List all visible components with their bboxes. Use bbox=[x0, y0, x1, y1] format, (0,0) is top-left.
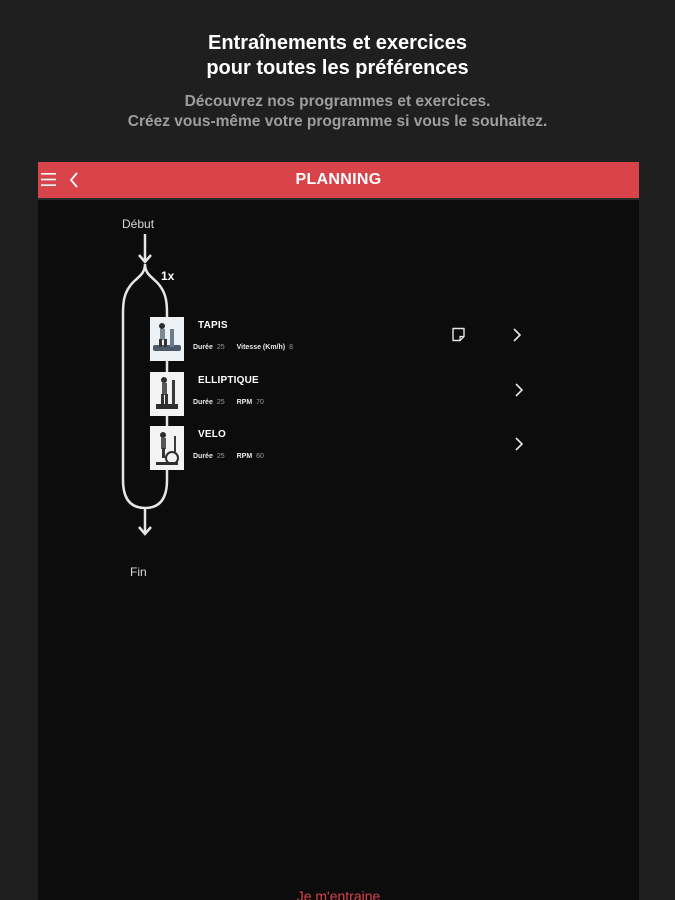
chevron-right-icon[interactable] bbox=[514, 382, 524, 398]
exercise-metrics bbox=[193, 399, 274, 406]
promo-subtitle-line-2: Créez vous-même votre programme si vous le souhaitez. bbox=[127, 113, 548, 130]
metric-duration: Durée 25 bbox=[193, 399, 225, 406]
app-bar bbox=[38, 162, 639, 200]
metric-duration: Durée 25 bbox=[193, 453, 225, 460]
exercise-thumbnail bbox=[150, 426, 184, 470]
elliptical-image-icon bbox=[150, 372, 184, 416]
flow-start-label: Début bbox=[122, 217, 155, 231]
metric-rpm: RPM 60 bbox=[236, 453, 264, 460]
promo-title-line-2: pour toutes les préférences bbox=[206, 57, 469, 79]
exercise-thumbnail bbox=[150, 317, 184, 361]
promo-title bbox=[0, 31, 675, 81]
exercise-metrics bbox=[193, 344, 303, 351]
chevron-right-icon[interactable] bbox=[512, 327, 522, 343]
promo-title-line-1: Entraînements et exercices bbox=[207, 32, 468, 54]
app-screen bbox=[38, 162, 639, 900]
exercise-name: ELLIPTIQUE bbox=[198, 375, 259, 386]
chevron-right-icon[interactable] bbox=[514, 436, 524, 452]
exercise-metrics bbox=[193, 453, 274, 460]
exercise-name: TAPIS bbox=[198, 320, 228, 331]
note-icon[interactable] bbox=[451, 327, 466, 342]
exercise-item-elliptique[interactable] bbox=[150, 372, 570, 418]
bike-image-icon bbox=[150, 426, 184, 470]
exercise-thumbnail bbox=[150, 372, 184, 416]
flow-end-label: Fin bbox=[130, 565, 147, 579]
metric-speed: Vitesse (Km/h) 8 bbox=[236, 344, 293, 351]
exercise-item-tapis[interactable] bbox=[150, 317, 570, 363]
exercise-item-velo[interactable] bbox=[150, 426, 570, 472]
repeat-count-label: 1x bbox=[161, 269, 175, 283]
promo-subtitle bbox=[0, 92, 675, 132]
exercise-name: VELO bbox=[198, 429, 227, 440]
promo-subtitle-line-1: Découvrez nos programmes et exercices. bbox=[184, 93, 491, 110]
start-training-button[interactable]: Je m'entraine bbox=[296, 888, 381, 900]
metric-duration: Durée 25 bbox=[193, 344, 225, 351]
page-title: PLANNING bbox=[295, 171, 382, 188]
metric-rpm: RPM 70 bbox=[236, 399, 264, 406]
treadmill-image-icon bbox=[150, 317, 184, 361]
